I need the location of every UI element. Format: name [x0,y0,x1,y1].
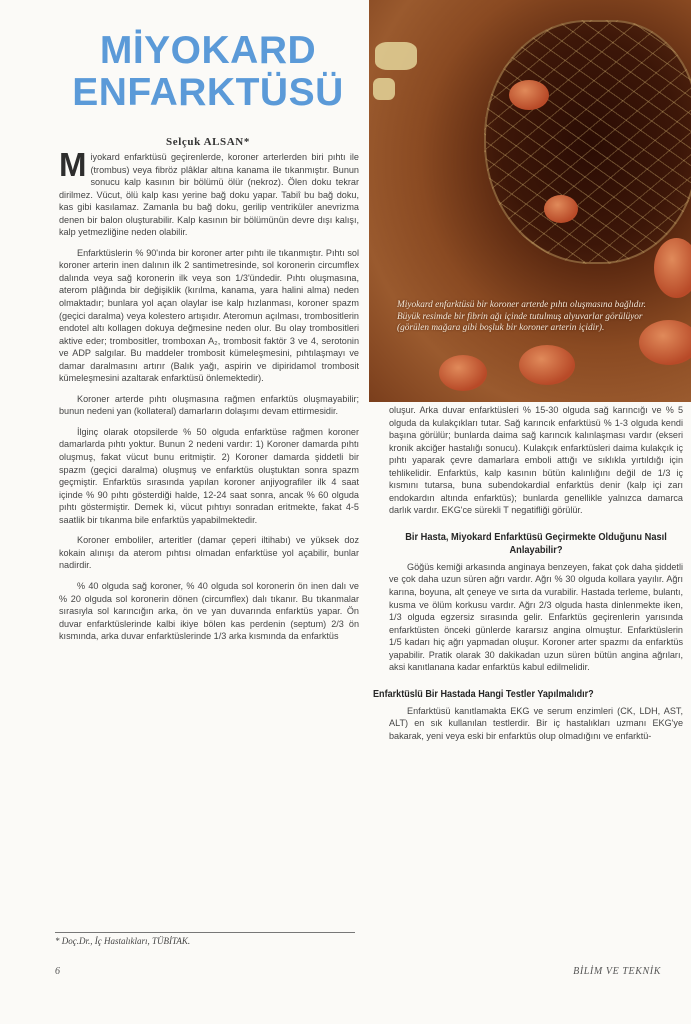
magazine-name: BİLİM VE TEKNİK [573,966,661,977]
micrograph-photo [369,0,691,402]
footnote: * Doç.Dr., İç Hastalıkları, TÜBİTAK. [55,936,191,946]
paragraph: Miyokard enfarktüsü geçirenlerde, koroner arterlerden biri pıhtı ile (trombus) veya fibröz plâklar altına kanama ile tıkanmıştır. Bunun sonucu kalp kasının bir bölümü ölür (nekroz). Ölen doku tekrar dirilmez. Vücut, ölü kalp kası yerine bağ doku yapar. Tabiî bu bağ doku, kas gibi kasılamaz. Zamanla bu bağ doku, gerilip ventriküler anevrizma denen bir balon oluşturabilir. Kalp kasının bir bölümünün devre dışı kalışı, kalp yetmezliğine neden olabilir. [59,146,359,238]
title-line-1: MİYOKARD [99,29,317,72]
left-column [59,146,359,651]
red-blood-cell [439,355,487,391]
paragraph: İlginç olarak otopsilerde % 50 olguda enfarktüse rağmen koroner damarlarda pıhtı yoktur. Bunun 2 nedeni vardır: 1) Koroner damarda pıhtı oluşmuş, fakat vücut bunu eritmiştir. 2) Koroner damarda şiddetli bir spazm (geçici daralma) oluşmuş ve enfarktüs oluştuktan sonra spazm geçmiştir. Enfarktüs sırasında yapılan koroner anjiyografiler ilk 4 saat içinde % 90 pıhtı gösterdiği halde, 12-24 saat sonra, ancak % 60 olguda pıhtı göstermiştir. Demek ki, vücut pıhtıyı sonradan eritmekte, fakat 4-5 saatlik bir tıkanma bile enfarktüs yapabilmektedir. [59,426,359,525]
artery-cavity [484,20,691,264]
red-blood-cell [509,80,549,110]
title-line-2: ENFARKTÜSÜ [72,71,344,114]
drop-cap: M [59,146,87,183]
paragraph: Enfarktüsü kanıtlamakta EKG ve serum enzimleri (CK, LDH, AST, ALT) en sık kullanılan testlerdir. Bir iç hastalıkları uzmanı EKG'ye bakarak, yeni veya eski bir enfarktüs olup olmadığını ve enfarktü- [389,705,683,741]
page-number: 6 [55,966,60,977]
paragraph: Koroner emboliler, arteritler (damar çeperi iltihabı) ve yüksek doz kokain alınışı da aterom pıhtısı olmadan enfarktüse yol açabilir, bunlar nadirdir. [59,535,359,571]
paragraph: Göğüs kemiği arkasında anginaya benzeyen, fakat çok daha şiddetli ve çok daha uzun süren ağrı vardır. Ağrı % 30 olguda kollara yayılır. Ağrı karına, boyuna, alt çeneye ve sırta da vurabilir. Hastada terleme, bulantı, kusma ve ölüm korkusu vardır. Ağrı 2/3 olguda hasta dinlenmekte iken, 1/3 olguda egzersiz sırasında gelir. Enfarktüs geçirenlerin yarısında enfarktüsten önceki günlerde kararsız angina olmuştur. Enfarktüslerin 1/5 kadarı hiç ağrı yapmadan oluşur. Koroner arter spazmı da enfarktüs yapabilir. Pratik olarak 30 dakikadan uzun süren bütün angina ağrıları, aksi kanıtlanana kadar enfarktüs kabul edilmelidir. [389,561,683,673]
photo-caption: Miyokard enfarktüsü bir koroner arterde pıhtı oluşmasına bağlıdır. Büyük resimde bir fibrin ağı içinde tutulmuş alyuvarlar görülüyor (görülen mağara gibi boşluk bir koroner arterin içidir). [397,300,646,334]
red-blood-cell [654,238,691,298]
right-column [373,404,683,750]
paragraph: % 40 olguda sağ koroner, % 40 olguda sol koronerin ön inen dalı ve % 20 olguda sol koronerin dönen (circumflex) dalı tıkanır. Bu tıkanmalar sırasıyla sol karıncığın arka, ön ve yan duvarında enfarktüs yapar. Ön duvar enfarktüslerinde kalbi ikiye bölen kas perdenin (septum) 2/3 ön kısmında, arka duvar enfarktüslerinde 1/3 arka kısmında da enfarktüs [59,580,359,642]
footnote-divider [55,932,355,933]
paragraph: Koroner arterde pıhtı oluşmasına rağmen enfarktüs oluşmayabilir; bunun nedeni yan (kollateral) damarların dolaşımı devam ettirmesidir. [59,393,359,417]
section-heading: Enfarktüslü Bir Hastada Hangi Testler Yapılmalıdır? [373,688,594,700]
red-blood-cell [519,345,575,385]
paragraph: oluşur. Arka duvar enfarktüsleri % 15-30 olguda sağ karıncığı ve % 5 olguda da kulakçıkları tutar. Sağ karıncık enfarktüsü % 1-3 olguda kendi başına görülür; bunlarda daima sağ karıncık kalınlaşması vardır (ekseri kronik akciğer hastalığı sonucu). Kulakçık enfarktüsleri daima kulakçık iç pıhtı yaparak çevre damarlara emboli attığı ve sıklıkla yırtıldığı için tehlikelidir. Enfarktüs, kalp kasının bütün kalınlığını değil de 1/3 iç kısmını tutarsa, buna subendokardial enfarktüs denir (kalp içi zarı endokardın altında enfarktüs); bunlarda genellikle yalnızca damarca darlık vardır. EKG'ce sürekli T negatifliği görülür. [389,405,683,516]
crystal-flake [375,42,417,70]
author-byline: Selçuk ALSAN* [166,136,250,148]
crystal-flake [373,78,395,100]
red-blood-cell [544,195,578,223]
paragraph: Enfarktüslerin % 90'ında bir koroner arter pıhtı ile tıkanmıştır. Pıhtı sol koroner arterin inen dalının ilk 2 santimetresinde, sol koronerin circumflex dalında veya sağ koronerin ilk veya son 1/3'ündedir. Pıhtı oluşmasına, aterom plâğında bir değişiklik (kırılma, kanama, yara halini alma) neden olmaktadır; bunlara yol açan olaylar ise kalp hızlanması, koroner spazm (geçici daralma) veya kolestero artışıdır. Ateromun açılması, trombositlerin endotel altı kollagen dokuya değmesine neden olur. Bu olay trombositleri aktive eder; trombositler, tromboxan A₂, trombosit faktör 3 ve 4, serotonin ve ADP salgılar. Bu maddeler trombosit kümeleşmesini, pıhtılaşmayı ve damar daralmasını artırır (Balık yağı, aspirin ve dipiridamol trombosit kümeleşmesini azaltarak enfarktüsü önlemektedir). [59,247,359,384]
section-heading: Bir Hasta, Miyokard Enfarktüsü Geçirmekte Olduğunu Nasıl Anlayabilir? [405,531,667,556]
article-title [58,30,358,114]
